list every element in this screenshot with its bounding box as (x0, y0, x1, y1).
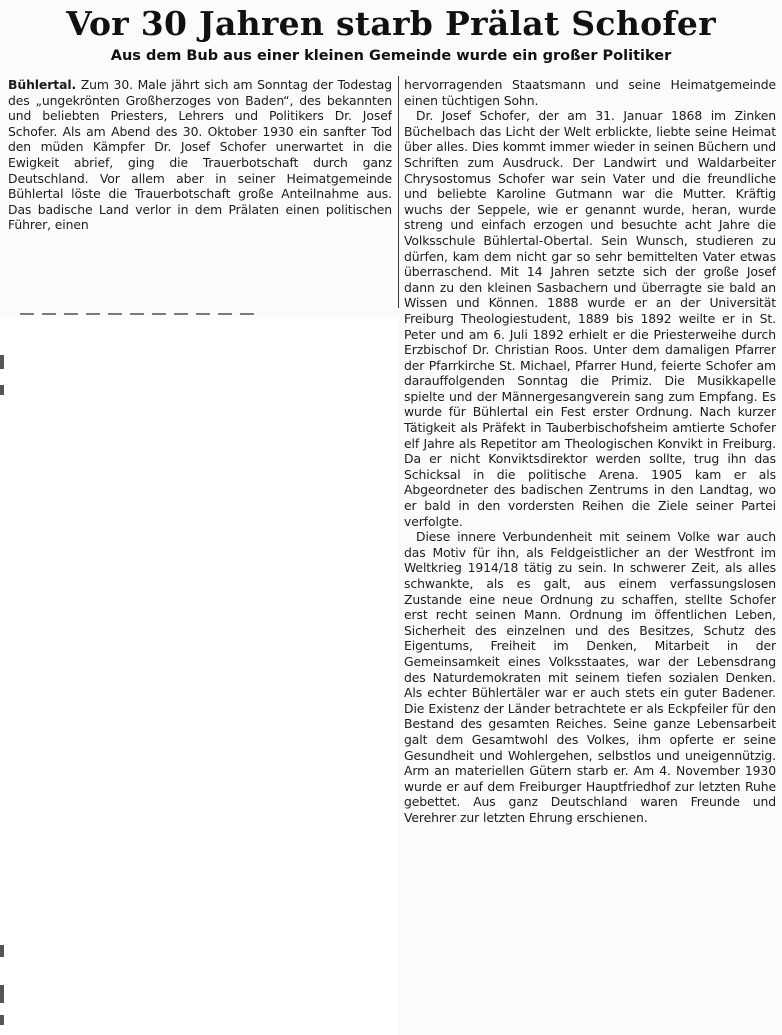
headline: Vor 30 Jahren starb Prälat Schofer (66, 4, 716, 43)
left-column (8, 77, 392, 313)
left-paragraph (8, 77, 392, 233)
left-edge-residue (0, 325, 6, 1025)
right-paragraph-2: Dr. Josef Schofer, der am 31. Januar 1868 im Zinken Büchelbach das Licht der Welt erblickte, liebte seine Heimat über alles. Dies kommt immer wieder in seinen Büchern und Schriften zum Ausdruck. Der Landwirt und Waldarbeiter Chrysostomus Schofer war sein Vater und die freundliche und beliebte Karoline Gutmann war die Mutter. Kräftig wuchs der Seppele, wie er genannt wurde, heran, wurde streng und einfach erzogen und besuchte acht Jahre die Volksschule Bühlertal-Obertal. Sein Wunsch, studieren zu dürfen, kam dem nicht gar so sehr bemittelten Vater etwas überraschend. Mit 14 Jahren setzte sich der große Josef dann zu den kleinen Sasbachern und überragte sie bald an Wissen und Können. 1888 wurde er an der Universität Freiburg Theologiestudent, 1889 bis 1892 weilte er in St. Peter und am 6. Juli 1892 erhielt er die Priesterweihe durch Erzbischof Dr. Christian Roos. Unter dem damaligen Pfarrer der Pfarrkirche St. Michael, Pfarrer Hund, feierte Schofer am darauffolgenden Sonntag die Primiz. Die Musikkapelle spielte und der Männergesangverein sang zum Empfang. Es wurde für Bühlertal ein Fest erster Ordnung. Nach kurzer Tätigkeit als Präfekt in Tauberbischofsheim amtierte Schofer elf Jahre als Repetitor am Theologischen Konvikt in Freiburg. Da er nicht Konviktsdirektor werden sollte, trug ihn das Schicksal in die politische Arena. 1905 kam er als Abgeordneter des badischen Zentrums in den Landtag, wo er bald in den vordersten Reihen die Ziele seiner Partei verfolgte. (404, 108, 776, 529)
clipping-cut-edge (20, 313, 260, 315)
dateline: Bühlertal. (8, 77, 77, 92)
right-paragraph-3: Diese innere Verbundenheit mit seinem Volke war auch das Motiv für ihn, als Feldgeistlicher an der Westfront im Weltkrieg 1914/18 tätig zu sein. In schwerer Zeit, als alles schwankte, als es galt, aus einem verfassungslosen Zustande eine neue Ordnung zu schaffen, stellte Schofer erst recht seinen Mann. Ordnung im öffentlichen Leben, Sicherheit des einzelnen und des Besitzes, Schutz des Eigentums, Freiheit im Denken, Mitarbeit in der Gemeinsamkeit eines Volksstaates, war der Lebensdrang des Naturdemokraten mit seinem tiefen sozialen Denken. Als echter Bühlertäler war er auch stets ein guter Badener. Die Existenz der Länder betrachtete er als Eckpfeiler für den Bestand des gesamten Reiches. Seine ganze Lebensarbeit galt dem Gesamtwohl des Volkes, ihm opferte er seine Gesundheit und Wohlergehen, selbstlos und uneigennützig. Arm an materiellen Gütern starb er. Am 4. November 1930 wurde er auf dem Freiburger Hauptfriedhof zur letzten Ruhe gebettet. Aus ganz Deutschland waren Freunde und Verehrer zur letzten Ehrung erschienen. (404, 529, 776, 825)
column-divider (398, 76, 399, 308)
blank-area (0, 318, 398, 1035)
right-column (404, 77, 776, 1031)
left-paragraph-text: Zum 30. Male jährt sich am Sonntag der Todestag des „ungekrönten Großherzoges von Baden“, des bekannten und beliebten Priesters, Lehrers und Politikers Dr. Josef Schofer. Als am Abend des 30. Oktober 1930 ein sanfter Tod den müden Kämpfer Dr. Josef Schofer unerwartet in die Ewigkeit abrief, ging die Trauerbotschaft durch ganz Deutschland. Vor allem aber in seiner Heimatgemeinde Bühlertal löste die Trauerbotschaft große Anteilnahme aus. Das badische Land verlor in dem Prälaten einen politischen Führer, einen (8, 77, 392, 233)
subheadline: Aus dem Bub aus einer kleinen Gemeinde wurde ein großer Politiker (110, 48, 672, 64)
right-paragraph-1: hervorragenden Staatsmann und seine Heimatgemeinde einen tüchtigen Sohn. (404, 77, 776, 108)
